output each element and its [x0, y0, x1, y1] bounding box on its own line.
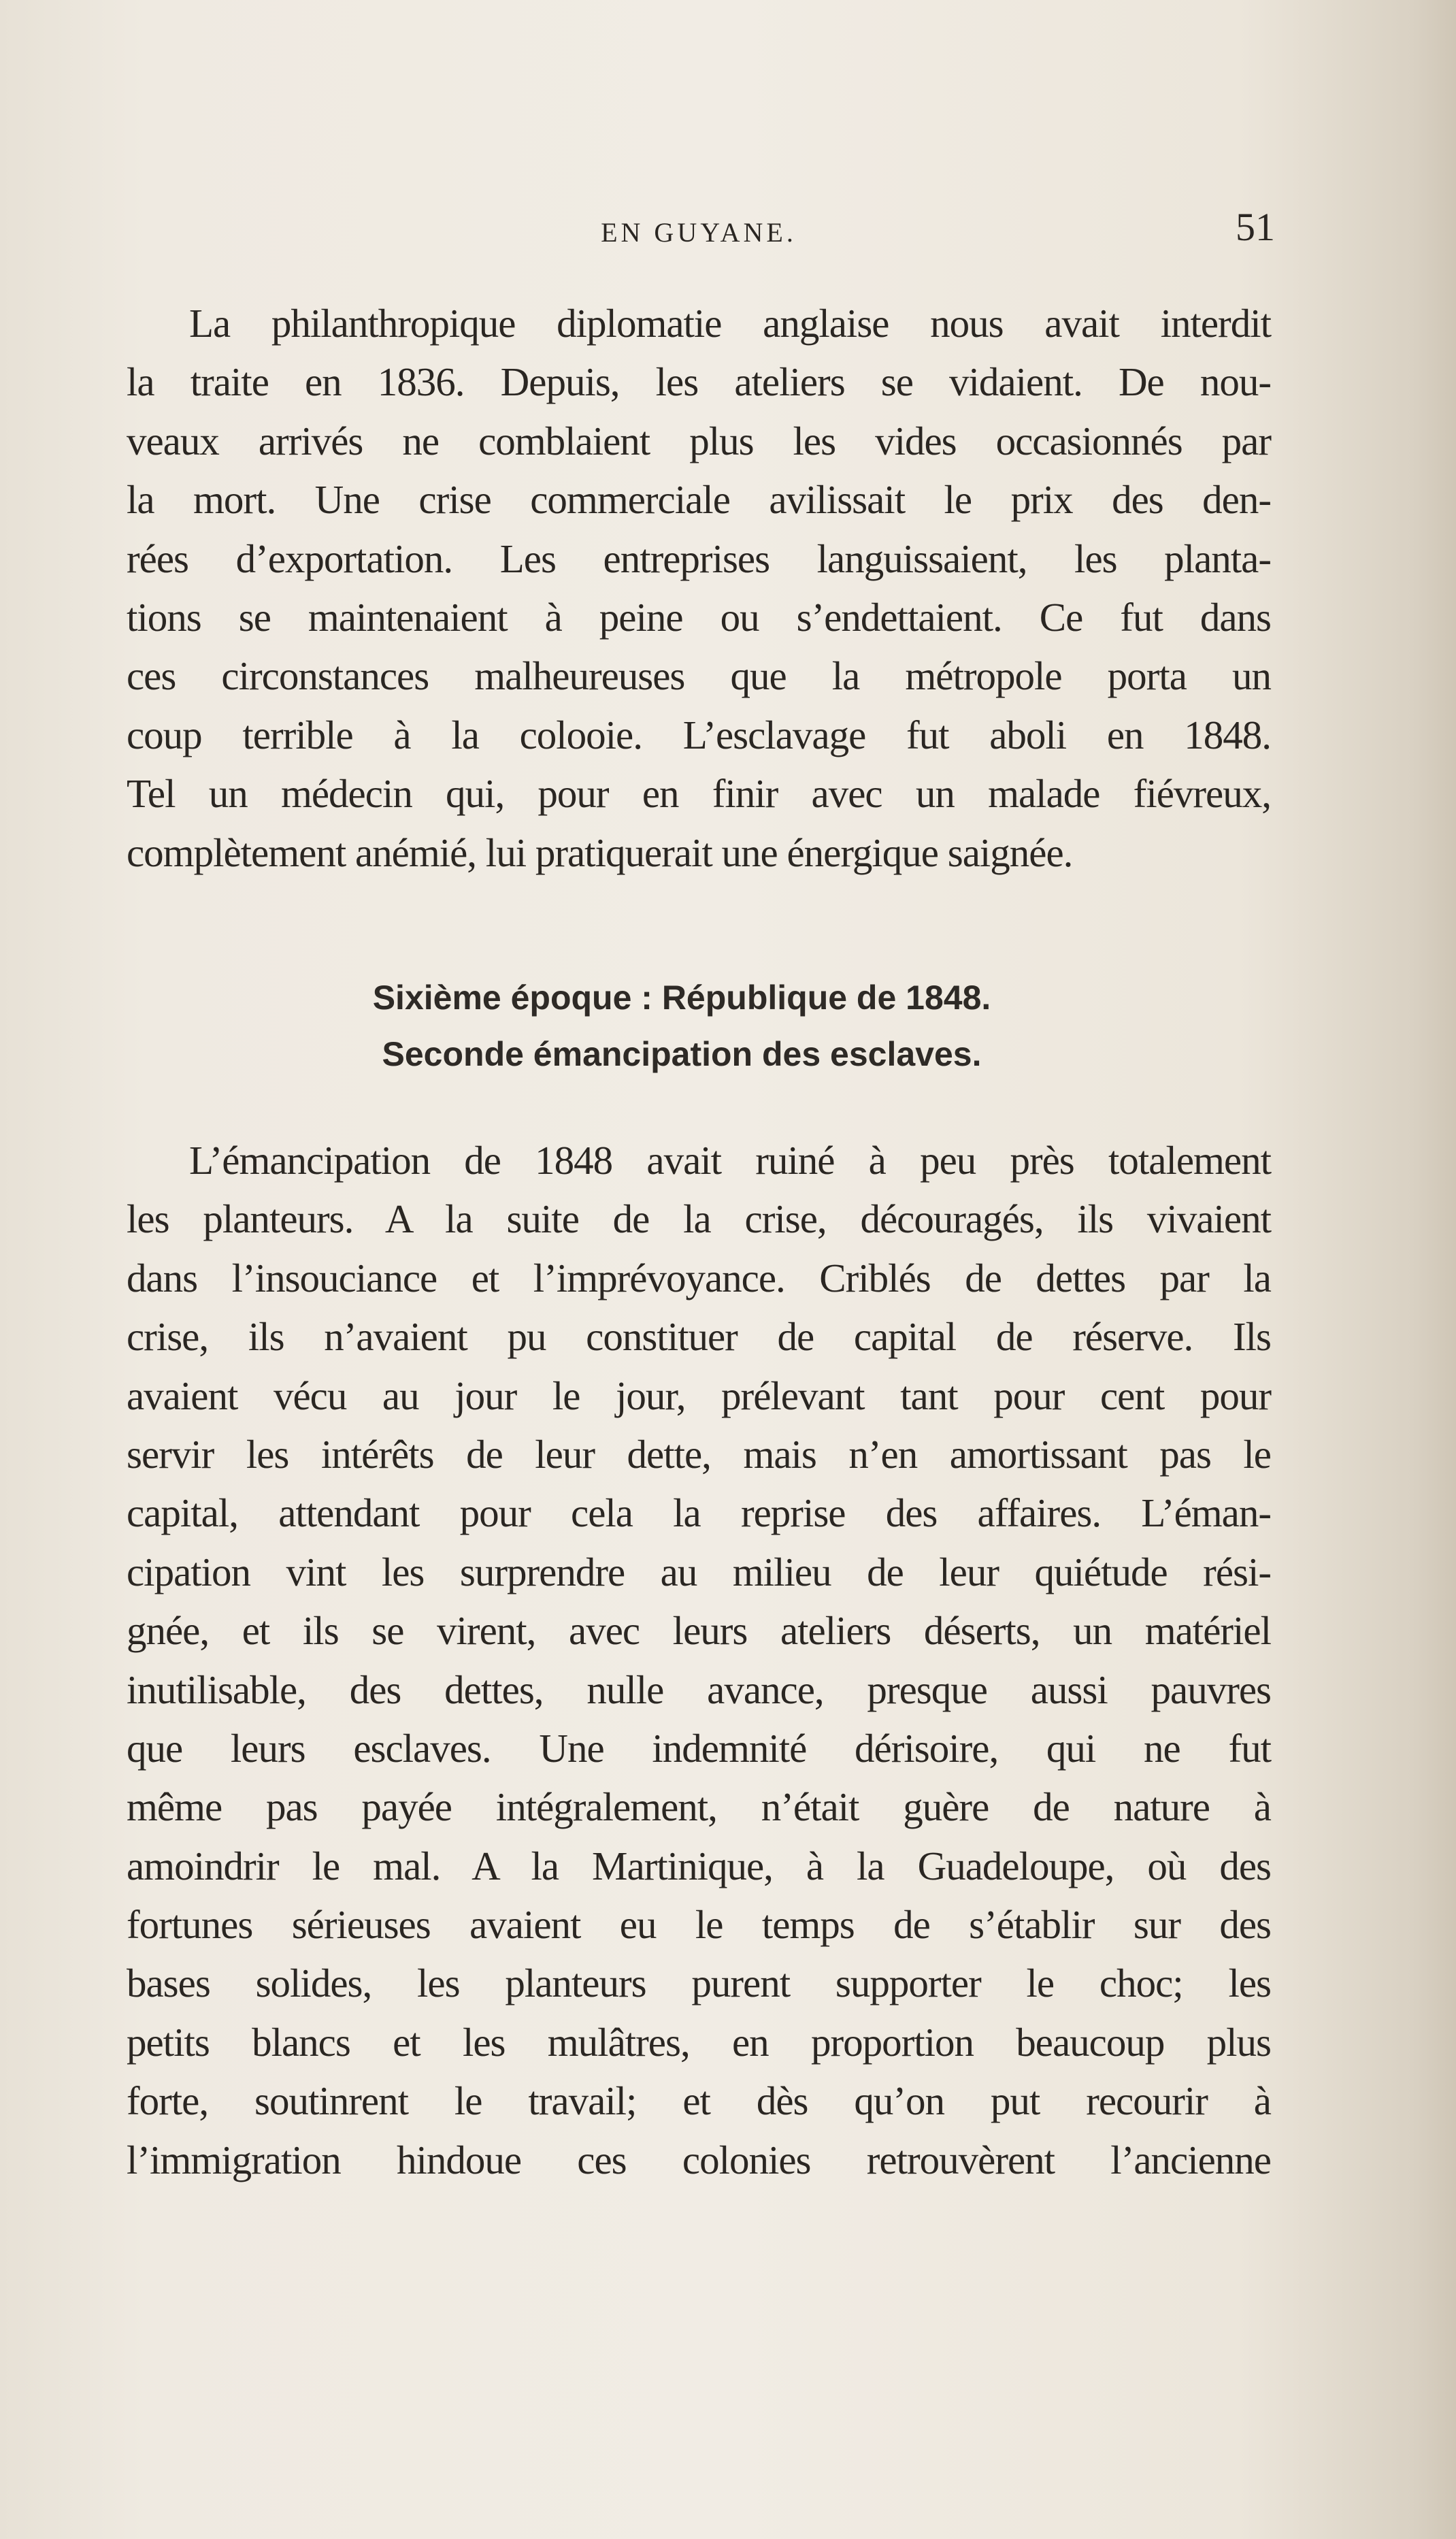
text-line: rées d’exportation. Les entreprises languissaient, les planta-	[127, 536, 1271, 581]
running-title: EN GUYANE.	[601, 217, 797, 248]
text-line: même pas payée intégralement, n’était guère de nature à	[127, 1784, 1271, 1830]
text-line: veaux arrivés ne comblaient plus les vides occasionnés par	[127, 418, 1271, 463]
text-line: Tel un médecin qui, pour en finir avec un malade fiévreux,	[127, 771, 1271, 817]
text-line: cipation vint les surprendre au milieu de leur quiétude rési-	[127, 1549, 1271, 1594]
text-line: gnée, et ils se virent, avec leurs ateliers déserts, un matériel	[127, 1608, 1271, 1654]
text-line: capital, attendant pour cela la reprise des affaires. L’éman-	[127, 1490, 1271, 1536]
text-line: bases solides, les planteurs purent supporter le choc; les	[127, 1961, 1271, 2006]
page-header	[127, 204, 1275, 259]
text-line: petits blancs et les mulâtres, en proportion beaucoup plus	[127, 2019, 1271, 2065]
text-line: la traite en 1836. Depuis, les ateliers se vidaient. De nou-	[127, 359, 1271, 405]
text-line: l’immigration hindoue ces colonies retrouvèrent l’ancienne	[127, 2137, 1271, 2182]
text-line: que leurs esclaves. Une indemnité dérisoire, qui ne fut	[127, 1725, 1271, 1771]
paragraph-1	[127, 294, 1271, 882]
section-heading-line-2: Seconde émancipation des esclaves.	[382, 1035, 982, 1073]
text-line: coup terrible à la colooie. L’esclavage fut aboli en 1848.	[127, 712, 1271, 757]
paragraph-2	[127, 1131, 1271, 2189]
page-number: 51	[1236, 205, 1275, 249]
text-line: amoindrir le mal. A la Martinique, à la Guadeloupe, où des	[127, 1843, 1271, 1888]
text-line: fortunes sérieuses avaient eu le temps de s’établir sur des	[127, 1902, 1271, 1948]
text-line: les planteurs. A la suite de la crise, découragés, ils vivaient	[127, 1196, 1271, 1242]
text-line: dans l’insouciance et l’imprévoyance. Criblés de dettes par la	[127, 1255, 1271, 1300]
text-line: crise, ils n’avaient pu constituer de capital de réserve. Ils	[127, 1314, 1271, 1360]
section-heading-line-1: Sixième époque : République de 1848.	[372, 979, 991, 1017]
text-line: inutilisable, des dettes, nulle avance, presque aussi pauvres	[127, 1667, 1271, 1712]
text-line: La philanthropique diplomatie anglaise nous avait interdit	[189, 301, 1271, 346]
text-line: servir les intérêts de leur dette, mais n’en amortissant pas le	[127, 1431, 1271, 1477]
text-line: tions se maintenaient à peine ou s’endettaient. Ce fut dans	[127, 594, 1271, 640]
text-line: ces circonstances malheureuses que la métropole porta un	[127, 653, 1271, 699]
text-line: complètement anémié, lui pratiquerait une énergique saignée.	[127, 830, 1073, 875]
text-line: L’émancipation de 1848 avait ruiné à peu près totalement	[189, 1138, 1271, 1183]
text-line: la mort. Une crise commerciale avilissait le prix des den-	[127, 477, 1271, 523]
text-line: forte, soutinrent le travail; et dès qu’on put recourir à	[127, 2078, 1271, 2124]
text-line: avaient vécu au jour le jour, prélevant tant pour cent pour	[127, 1373, 1271, 1418]
